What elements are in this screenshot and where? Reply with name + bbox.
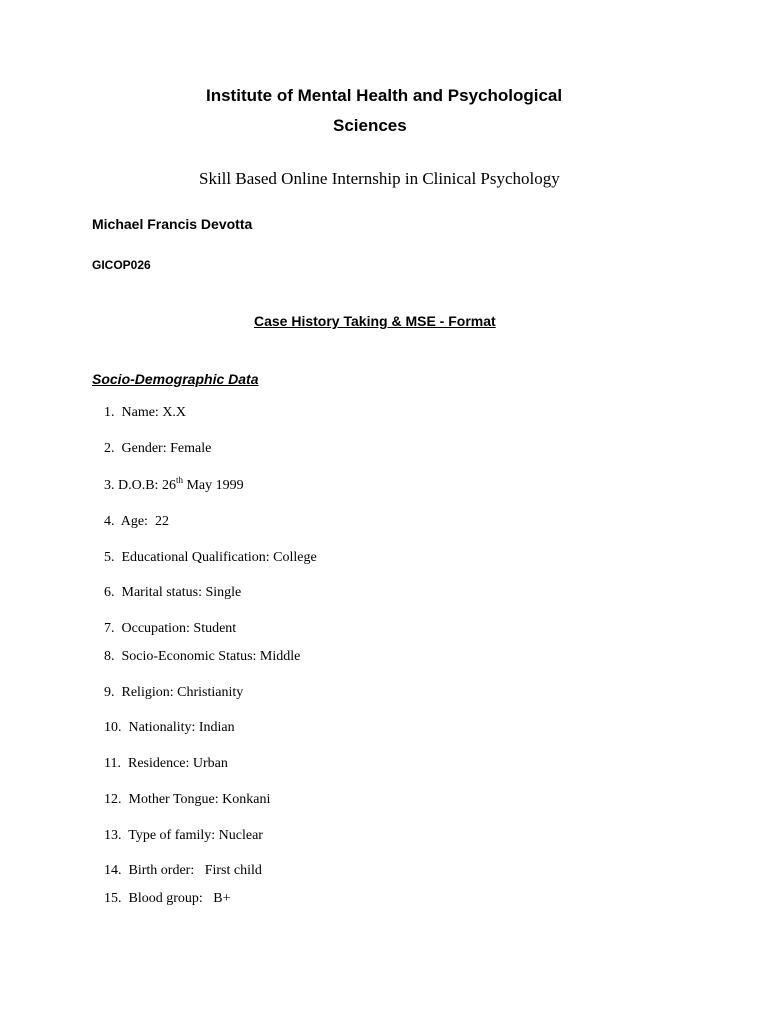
list-text-continued: May 1999 [182,478,244,493]
list-number: 4. [104,514,115,529]
list-text: Religion: Christianity [121,685,244,700]
institute-title-line1: Institute of Mental Health and Psychological [206,86,563,105]
list-item [104,685,243,701]
list-text: Age: 22 [120,514,169,529]
list-number: 3. [104,478,115,493]
list-item [104,514,169,530]
list-number: 15. [104,891,122,906]
list-number: 7. [104,621,115,636]
list-item [104,475,244,494]
list-item [104,828,263,844]
list-item [104,792,270,808]
list-text: Residence: Urban [127,756,228,771]
list-item [104,550,317,566]
list-item [104,891,231,907]
list-number: 5. [104,550,115,565]
author-name: Michael Francis Devotta [92,216,253,232]
list-text: Marital status: Single [121,585,242,600]
list-item [104,405,186,421]
list-number: 2. [104,441,115,456]
list-item [104,720,235,736]
list-text: Mother Tongue: Konkani [128,792,271,807]
list-number: 13. [104,828,122,843]
list-number: 14. [104,863,122,878]
list-item [104,441,211,457]
list-item [104,756,228,772]
list-number: 6. [104,585,115,600]
program-title: Skill Based Online Internship in Clinical Psychology [199,169,560,188]
list-number: 9. [104,685,115,700]
list-number: 10. [104,720,122,735]
institute-title-line2: Sciences [333,116,407,135]
list-text: Socio-Economic Status: Middle [121,649,301,664]
list-item [104,649,300,665]
list-text: Name: X.X [121,405,187,420]
list-text: Type of family: Nuclear [128,828,263,843]
list-number: 12. [104,792,122,807]
section-heading: Socio-Demographic Data [92,371,259,387]
document-title: Case History Taking & MSE - Format [254,313,496,329]
list-number: 11. [104,756,121,771]
list-number: 1. [104,405,115,420]
student-id: GICOP026 [92,258,151,272]
list-text: Nationality: Indian [128,720,235,735]
list-number: 8. [104,649,115,664]
list-text: Educational Qualification: College [121,550,317,565]
list-text: Occupation: Student [121,621,237,636]
list-item [104,621,236,637]
list-item [104,863,262,879]
list-text: Blood group: B+ [128,891,231,906]
ordinal-suffix: th [175,475,183,485]
list-item [104,585,241,601]
list-text: D.O.B: 26 [118,478,176,493]
list-text: Birth order: First child [128,863,262,878]
list-text: Gender: Female [121,441,212,456]
